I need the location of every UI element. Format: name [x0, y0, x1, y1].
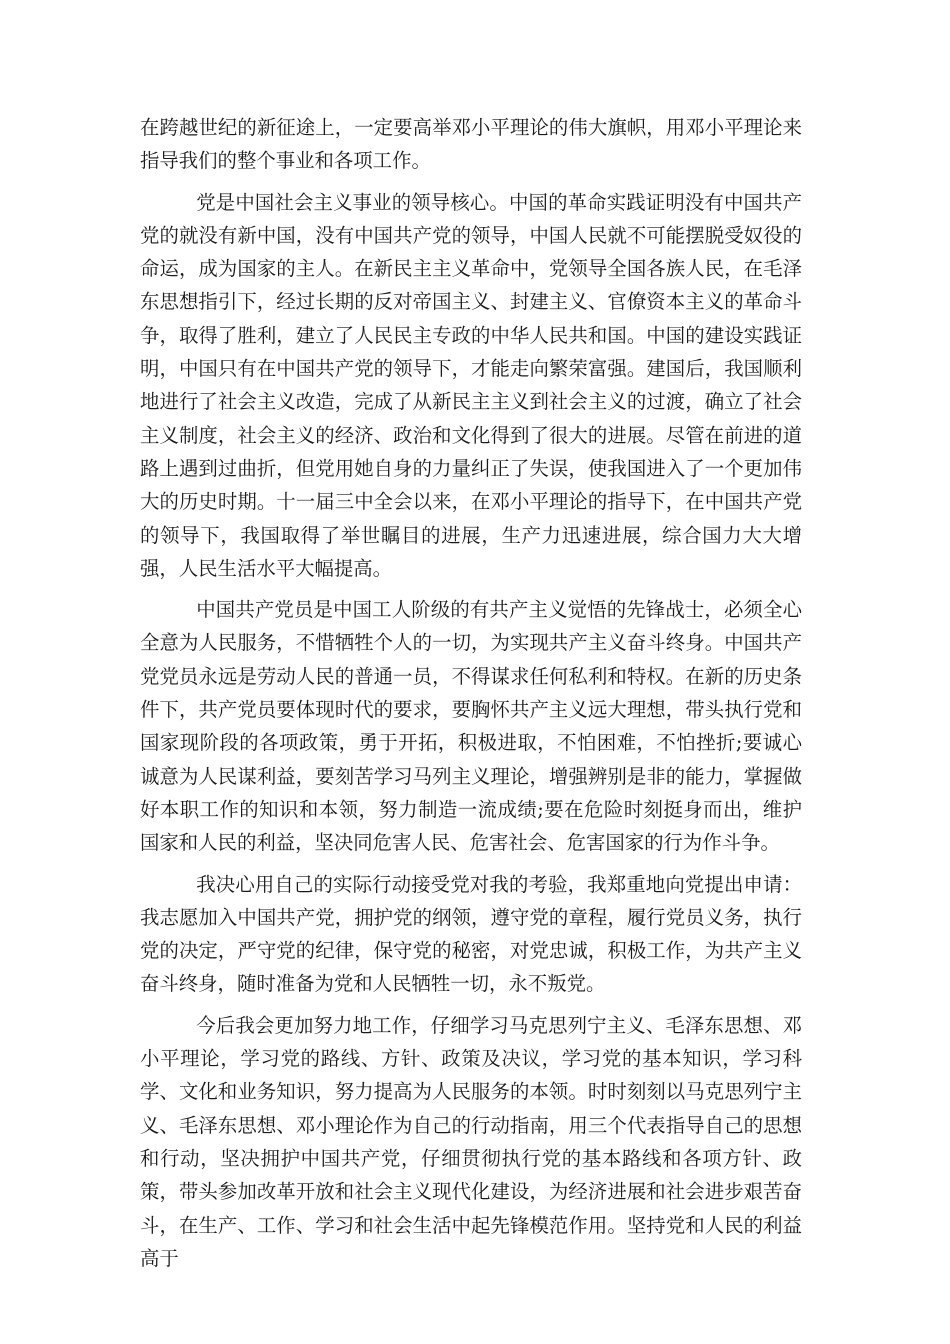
document-body: [140, 111, 802, 1275]
paragraph-4: 我决心用自己的实际行动接受党对我的考验，我郑重地向党提出申请：我志愿加入中国共产党，拥护党的纲领，遵守党的章程，履行党员义务，执行党的决定，严守党的纪律，保守党的秘密，对党忠诚，积极工作，为共产主义奋斗终身，随时准备为党和人民牺牲一切，永不叛党。: [140, 872, 802, 996]
paragraph-5: 今后我会更加努力地工作，仔细学习马克思列宁主义、毛泽东思想、邓小平理论，学习党的路线、方针、政策及决议，学习党的基本知识，学习科学、文化和业务知识，努力提高为人民服务的本领。时时刻刻以马克思列宁主义、毛泽东思想、邓小理论作为自己的行动指南，用三个代表指导自己的思想和行动，坚决拥护中国共产党，仔细贯彻执行党的基本路线和各项方针、政策，带头参加改革开放和社会主义现代化建设，为经济进展和社会进步艰苦奋斗，在生产、工作、学习和社会生活中起先锋模范作用。坚持党和人民的利益高于: [140, 1013, 802, 1270]
paragraph-2: 党是中国社会主义事业的领导核心。中国的革命实践证明没有中国共产党的就没有新中国，没有中国共产党的领导，中国人民就不可能摆脱受奴役的命运，成为国家的主人。在新民主主义革命中，党领导全国各族人民，在毛泽东思想指引下，经过长期的反对帝国主义、封建主义、官僚资本主义的革命斗争，取得了胜利，建立了人民民主专政的中华人民共和国。中国的建设实践证明，中国只有在中国共产党的领导下，才能走向繁荣富强。建国后，我国顺利地进行了社会主义改造，完成了从新民主主义到社会主义的过渡，确立了社会主义制度，社会主义的经济、政治和文化得到了很大的进展。尽管在前进的道路上遇到过曲折，但党用她自身的力量纠正了失误，使我国进入了一个更加伟大的历史时期。十一届三中全会以来，在邓小平理论的指导下，在中国共产党的领导下，我国取得了举世瞩目的进展，生产力迅速进展，综合国力大大增强，人民生活水平大幅提高。: [140, 190, 802, 580]
paragraph-3: 中国共产党员是中国工人阶级的有共产主义觉悟的先锋战士，必须全心全意为人民服务，不惜牺牲个人的一切，为实现共产主义奋斗终身。中国共产党党员永远是劳动人民的普通一员，不得谋求任何私利和特权。在新的历史条件下，共产党员要体现时代的要求，要胸怀共产主义远大理想，带头执行党和国家现阶段的各项政策，勇于开拓，积极进取，不怕困难，不怕挫折;要诚心诚意为人民谋利益，要刻苦学习马列主义理论，增强辨别是非的能力，掌握做好本职工作的知识和本领，努力制造一流成绩;要在危险时刻挺身而出，维护国家和人民的利益，坚决同危害人民、危害社会、危害国家的行为作斗争。: [140, 598, 802, 855]
paragraph-1: 在跨越世纪的新征途上，一定要高举邓小平理论的伟大旗帜，用邓小平理论来指导我们的整个事业和各项工作。: [140, 116, 802, 173]
